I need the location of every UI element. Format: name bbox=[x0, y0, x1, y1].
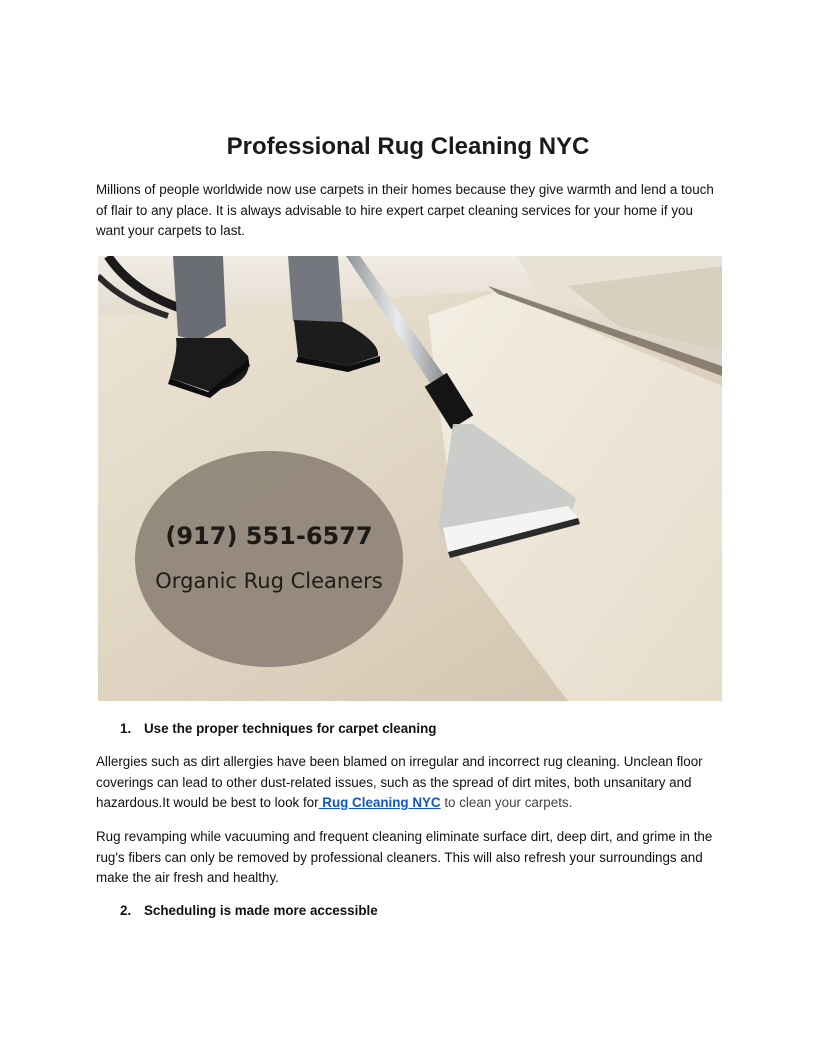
section-heading-1 bbox=[120, 720, 720, 738]
section-heading-2 bbox=[120, 902, 720, 920]
allergies-paragraph bbox=[96, 752, 722, 814]
section-number: 1. bbox=[120, 721, 132, 736]
section-heading-text: Scheduling is made more accessible bbox=[144, 903, 378, 918]
paragraph-text: Allergies such as dirt allergies have been blamed on irregular and incorrect rug cleaning. Unclean floor coverings can lead to other dust-related issues, such as the spread of dirt mites, both unsanitary and hazardous.It would be best to look for bbox=[96, 754, 703, 810]
photo-illustration bbox=[98, 256, 722, 701]
carpet-cleaning-photo bbox=[98, 256, 722, 701]
rug-cleaning-nyc-link[interactable]: Rug Cleaning NYC bbox=[318, 795, 441, 810]
phone-number: (917) 551-6577 bbox=[165, 522, 373, 550]
revamping-paragraph: Rug revamping while vacuuming and frequent cleaning eliminate surface dirt, deep dirt, and grime in the rug's fibers can only be removed by professional cleaners. This will also refresh your surroundings and make the air fresh and healthy. bbox=[96, 829, 713, 885]
company-name: Organic Rug Cleaners bbox=[155, 569, 383, 593]
section-heading-text: Use the proper techniques for carpet cleaning bbox=[144, 721, 437, 736]
page-title: Professional Rug Cleaning NYC bbox=[226, 133, 590, 160]
intro-paragraph: Millions of people worldwide now use carpets in their homes because they give warmth and lend a touch of flair to any place. It is always advisable to hire expert carpet cleaning services for your home if you want your carpets to last. bbox=[96, 182, 714, 238]
section-number: 2. bbox=[120, 903, 132, 918]
paragraph-tail: to clean your carpets. bbox=[440, 795, 573, 810]
